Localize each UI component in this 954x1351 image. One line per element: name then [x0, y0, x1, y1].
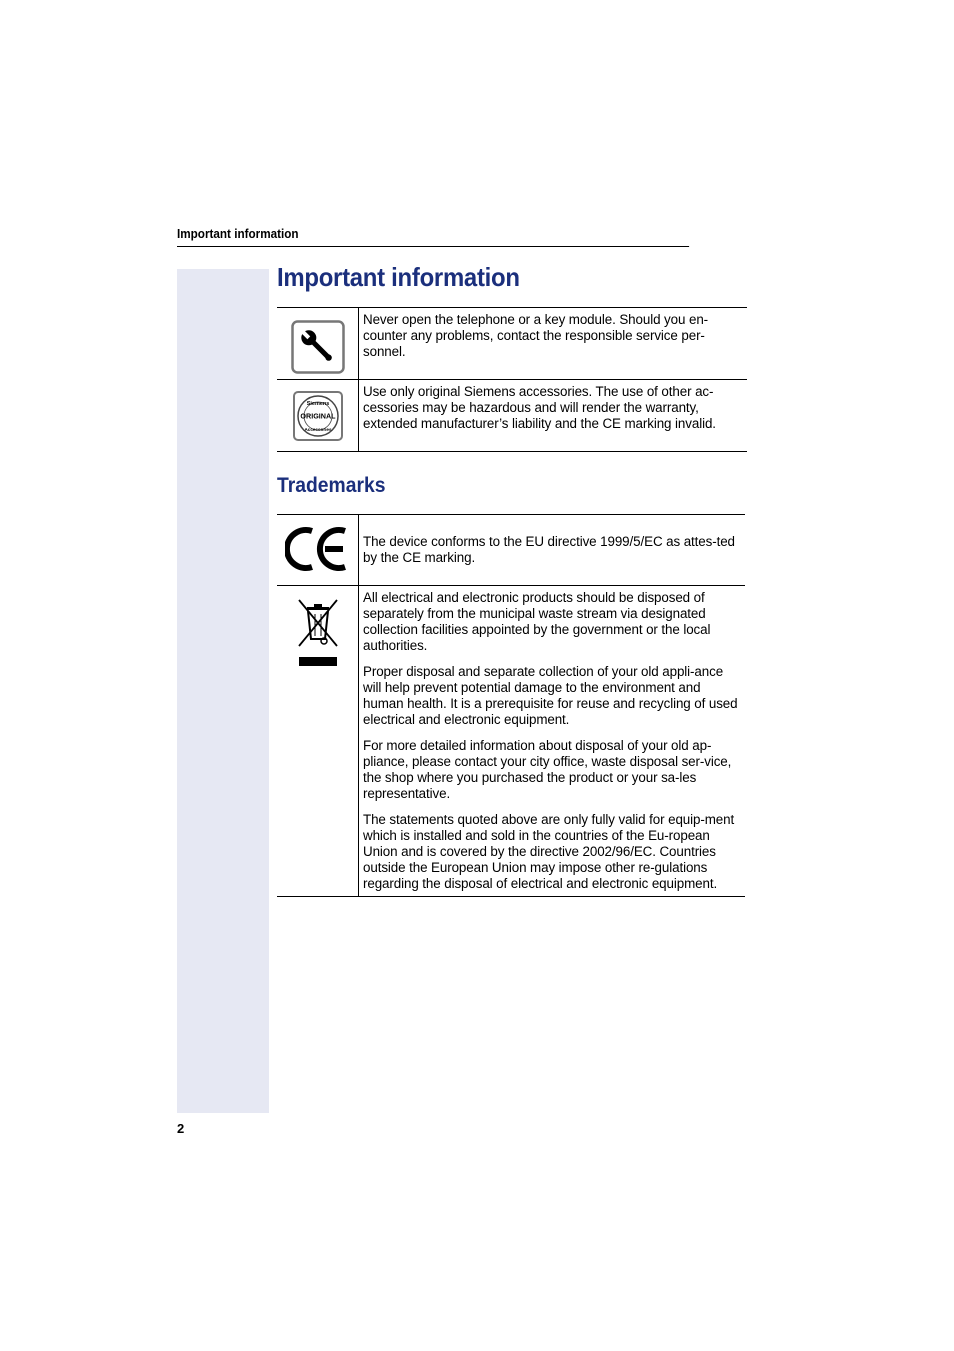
- icon-cell: [277, 586, 359, 897]
- icon-cell: [277, 380, 359, 452]
- running-header: Important information: [177, 226, 689, 247]
- paragraph: Proper disposal and separate collection of your old appli-ance will help prevent potential damage to the environment and human health. It is a prerequisite for reuse and recycling of used electrical and electronic equipment.: [363, 664, 738, 727]
- seal-bottom-text: Accessories: [303, 427, 332, 432]
- table-row: [277, 380, 747, 452]
- crossed-out-wheelie-bin-icon: [291, 596, 345, 668]
- table-row: [277, 308, 747, 380]
- table-row: [277, 515, 745, 586]
- text-cell: [359, 586, 746, 897]
- seal-top-text: Siemens: [306, 401, 329, 407]
- seal-middle-text: ORIGINAL: [299, 411, 336, 421]
- margin-band: [177, 269, 269, 1113]
- section-heading-trademarks: Trademarks: [277, 474, 386, 497]
- icon-cell: [277, 308, 359, 380]
- safety-table: [277, 307, 747, 452]
- paragraph: All electrical and electronic products should be disposed of separately from the municipal waste stream via designated collection facilities appointed by the government or the local authorities.: [363, 590, 711, 653]
- page-title: Important information: [277, 262, 520, 292]
- siemens-original-accessories-seal: [293, 391, 343, 441]
- trademarks-table: [277, 514, 745, 897]
- paragraph: For more detailed information about disposal of your old ap-pliance, please contact your city office, waste disposal ser-vice, the shop where you purchased the product or your sa-les representative.: [363, 738, 732, 801]
- wrench-icon: [291, 320, 345, 374]
- text-cell: The device conforms to the EU directive 1999/5/EC as attes-ted by the CE marking.: [363, 534, 735, 565]
- text-cell: Use only original Siemens accessories. The use of other ac-cessories may be hazardous and will render the warranty, extended manufacturer’s liability and the CE marking invalid.: [363, 384, 716, 431]
- table-row: [277, 586, 745, 897]
- page-number: 2: [177, 1121, 185, 1136]
- ce-mark-icon: [285, 523, 351, 575]
- icon-cell: [277, 515, 359, 586]
- paragraph: The statements quoted above are only fully valid for equip-ment which is installed and sold in the countries of the Eu-ropean Union and is covered by the directive 2002/96/EC. Countries outside the European Union may impose other re-gulations regarding the disposal of electrical and electronic equipment.: [363, 812, 735, 891]
- text-cell: Never open the telephone or a key module. Should you en-counter any problems, contact the responsible service per-sonnel.: [363, 312, 709, 359]
